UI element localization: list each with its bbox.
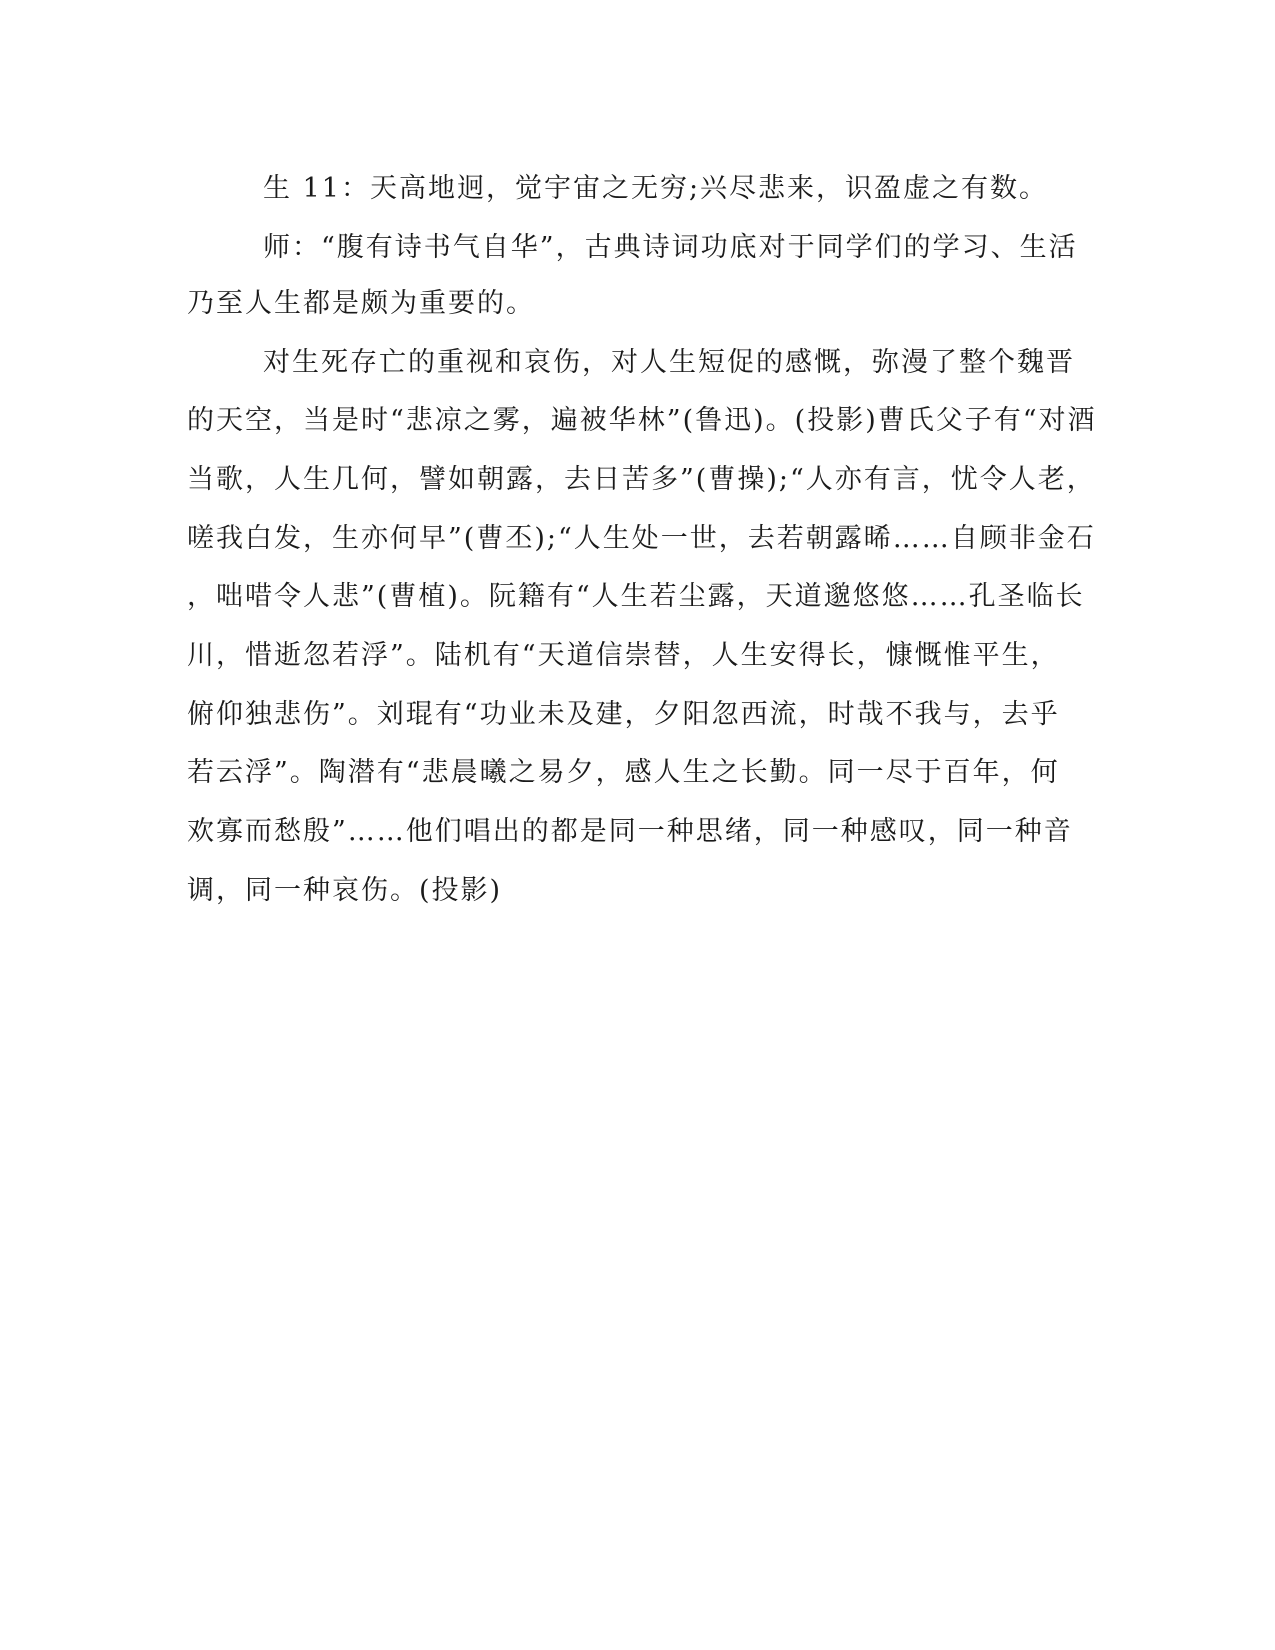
teacher-paragraph-line-1: 师：“腹有诗书气自华”，古典诗词功底对于同学们的学习、生活	[263, 232, 1078, 263]
body-paragraph-line-6: 川，惜逝忽若浮”。陆机有“天道信崇替，人生安得长，慷慨惟平生，	[187, 640, 1060, 671]
body-paragraph-line-10: 调，同一种哀伤。(投影)	[187, 875, 503, 906]
body-paragraph-line-1: 对生死存亡的重视和哀伤，对人生短促的感慨，弥漫了整个魏晋	[263, 347, 1075, 378]
body-paragraph-line-7: 俯仰独悲伤”。刘琨有“功业未及建，夕阳忽西流，时哉不我与，去乎	[187, 699, 1060, 730]
body-paragraph-line-5: ，咄唶令人悲”(曹植)。阮籍有“人生若尘露，天道邈悠悠……孔圣临长	[187, 581, 1085, 612]
body-paragraph-line-3: 当歌，人生几何，譬如朝露，去日苦多”(曹操);“人亦有言，忧令人老，	[187, 464, 1096, 495]
body-paragraph-line-9: 欢寡而愁殷”……他们唱出的都是同一种思绪，同一种感叹，同一种音	[187, 816, 1073, 847]
body-paragraph-line-2: 的天空，当是时“悲凉之雾，遍被华林”(鲁迅)。(投影)曹氏父子有“对酒	[187, 405, 1097, 436]
body-paragraph-line-4: 嗟我白发，生亦何早”(曹丕);“人生处一世，去若朝露晞……自顾非金石	[187, 523, 1096, 554]
body-paragraph-line-8: 若云浮”。陶潜有“悲晨曦之易夕，感人生之长勤。同一尽于百年，何	[187, 757, 1060, 788]
student-11-line: 生 11：天高地迥，觉宇宙之无穷;兴尽悲来，识盈虚之有数。	[263, 173, 1049, 204]
teacher-paragraph-line-2: 乃至人生都是颇为重要的。	[187, 288, 535, 319]
